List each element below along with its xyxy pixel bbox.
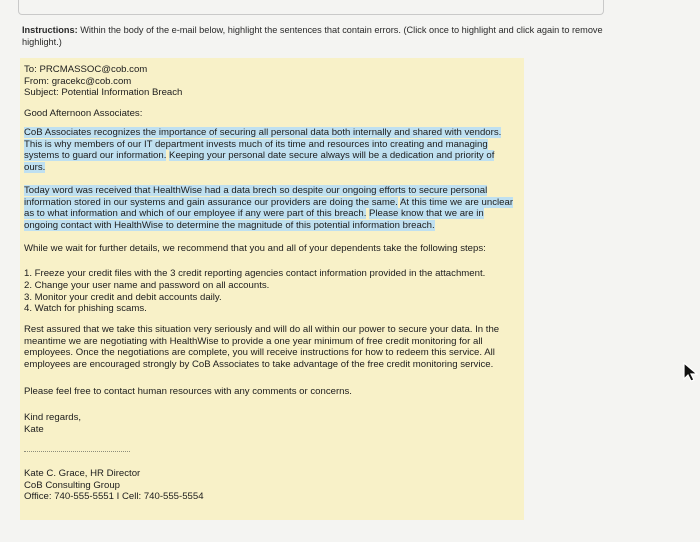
sentence-p5[interactable]: Please feel free to contact human resources with any comments or concerns. (24, 386, 352, 397)
list-item[interactable]: 1. Freeze your credit files with the 3 credit reporting agencies contact information provided in the attachment. (24, 268, 486, 279)
contact-name: Kate C. Grace, HR Director (24, 468, 141, 479)
instructions (22, 24, 612, 48)
paragraph-3 (24, 243, 518, 255)
list-item[interactable]: 4. Watch for phishing scams. (24, 303, 147, 315)
sentence-p1-s3[interactable]: Keeping your personal date secure always will be a dedication and priority of ours. (24, 150, 495, 173)
sentence-p2-s3[interactable]: Please know that we are in ongoing contact with HealthWise to determine the magnitude of this potential information breach. (24, 208, 484, 231)
email-body (20, 58, 524, 520)
email-to: To: PRCMASSOC@cob.com (24, 64, 148, 75)
email-subject: Subject: Potential Information Breach (24, 87, 183, 99)
sentence-p1-s2[interactable]: This is why members of our IT department invests much of its time and resources into creating and managing systems to guard our information. (24, 138, 488, 162)
instructions-text: Within the body of the e-mail below, highlight the sentences that contain errors. (Click once to highlight and click again to remove highlight.) (22, 25, 603, 47)
signature (24, 412, 518, 435)
closing: Kind regards, (24, 412, 82, 423)
paragraph-1 (24, 127, 518, 173)
sentence-p3[interactable]: While we wait for further details, we recommend that you and all of your dependents take the following steps: (24, 243, 486, 254)
signature-divider (24, 451, 130, 452)
paragraph-2 (24, 185, 518, 231)
instructions-label: Instructions: (22, 25, 78, 35)
email-greeting: Good Afternoon Associates: (24, 108, 143, 119)
paragraph-4 (24, 324, 518, 370)
arrow-cursor-icon (682, 362, 700, 382)
contact-phones: Office: 740-555-5551 I Cell: 740-555-5554 (24, 491, 204, 503)
contact-block (24, 468, 518, 503)
list-item[interactable]: 3. Monitor your credit and debit accounts daily. (24, 291, 222, 303)
sentence-p1-s1[interactable]: CoB Associates recognizes the importance of securing all personal data both internally and shared with vendors. (24, 127, 502, 138)
top-frame-rule (18, 0, 604, 15)
email-from: From: gracekc@cob.com (24, 75, 132, 87)
list-item[interactable]: 2. Change your user name and password on all accounts. (24, 279, 270, 291)
sentence-p4[interactable]: Rest assured that we take this situation very seriously and will do all within our power to secure your data. In the meantime we are negotiating with HealthWise to provide a one year minimum of free credit monitoring for all employees. Once the negotiations are complete, you will receive instructions for how to redeem this service. All employees are encouraged strongly by CoB Associates to take advantage of the free credit monitoring service. (24, 324, 500, 370)
paragraph-5 (24, 386, 518, 398)
steps-list (24, 268, 518, 315)
sentence-p2-s1[interactable]: Today word was received that HealthWise had a data brech so despite our ongoing efforts to secure personal information stored in our systems and gain assurance our providers are doing the same. (24, 185, 488, 208)
sentence-p2-s2[interactable]: At this time we are unclear as to what information and which of our employee if any were part of this breach. (24, 196, 514, 220)
contact-company: CoB Consulting Group (24, 479, 120, 491)
email-header (24, 64, 518, 99)
signature-name: Kate (24, 423, 44, 435)
